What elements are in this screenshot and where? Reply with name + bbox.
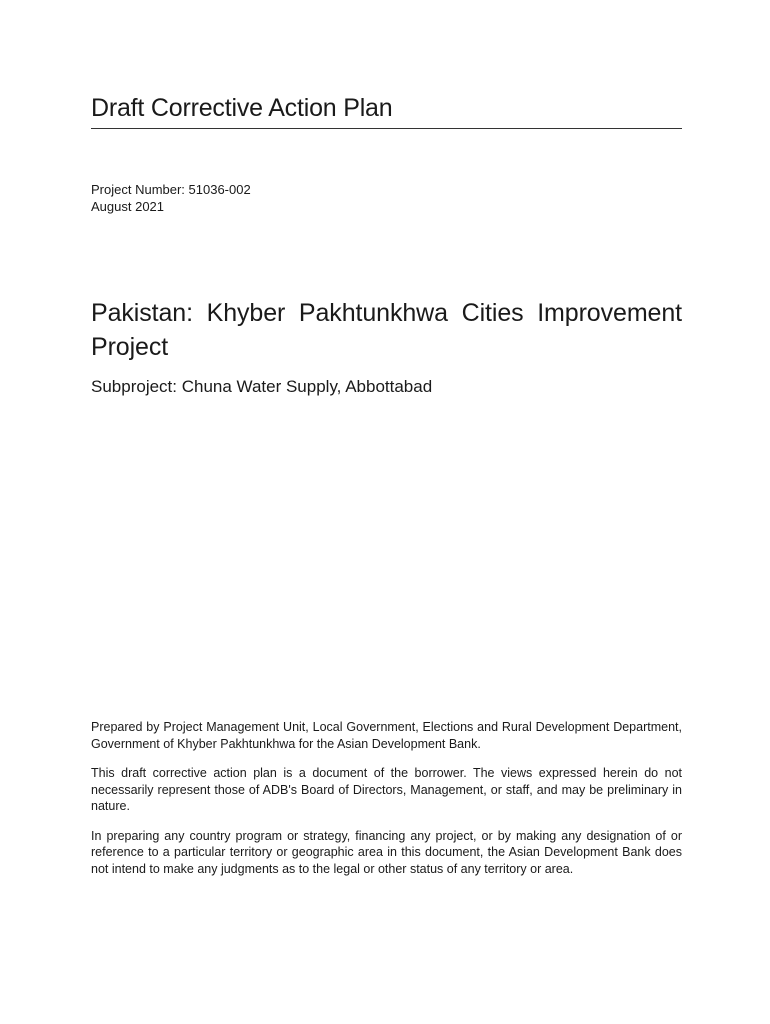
prepared-by-paragraph: Prepared by Project Management Unit, Local Government, Elections and Rural Development Department, Government of Khyber Pakhtunkhwa for the Asian Development Bank.: [91, 720, 682, 751]
subproject-title: Subproject: Chuna Water Supply, Abbottabad: [91, 377, 433, 396]
disclaimer-section: [91, 719, 682, 890]
document-meta: [91, 181, 251, 215]
document-date: August 2021: [91, 199, 165, 214]
borrower-disclaimer-paragraph: This draft corrective action plan is a document of the borrower. The views expressed herein do not necessarily represent those of ADB's Board of Directors, Management, or staff, and may be preliminary in nature.: [91, 766, 682, 813]
title-divider: [91, 128, 682, 129]
project-number: Project Number: 51036-002: [91, 182, 251, 197]
territory-disclaimer-paragraph: In preparing any country program or strategy, financing any project, or by making any designation of or reference to a particular territory or geographic area in this document, the Asian Development Bank does not intend to make any judgments as to the legal or other status of any territory or area.: [91, 828, 682, 876]
document-title: Draft Corrective Action Plan: [91, 94, 393, 122]
project-title: Pakistan: Khyber Pakhtunkhwa Cities Improvement Project: [91, 299, 682, 361]
